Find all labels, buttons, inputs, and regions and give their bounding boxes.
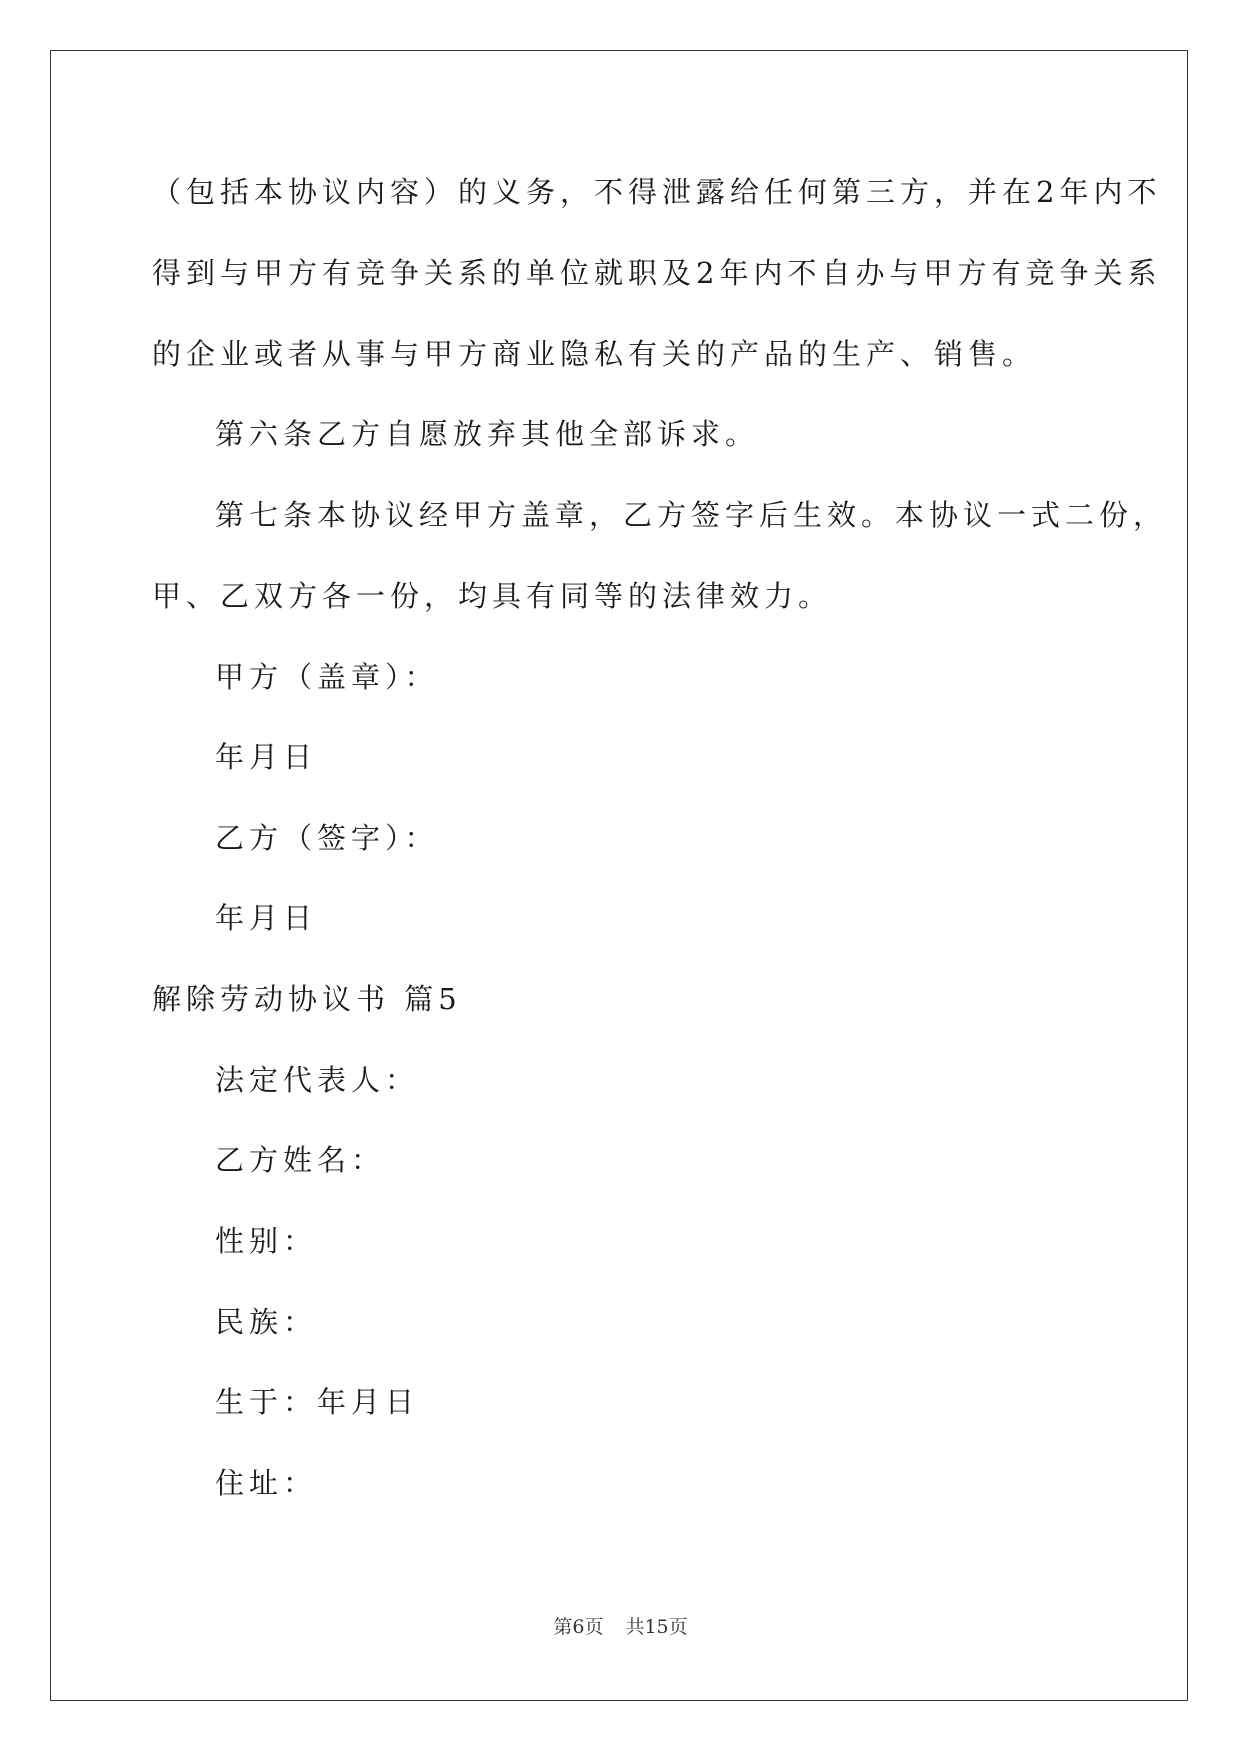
current-page-number: 第6页 (553, 1616, 604, 1638)
ethnicity-label: 民族： (215, 1305, 318, 1339)
party-b-sign-label: 乙方（签字）： (215, 821, 439, 855)
article-six: 第六条乙方自愿放弃其他全部诉求。 (215, 417, 760, 451)
party-b-date: 年月日 (215, 901, 318, 935)
gender-label: 性别： (215, 1224, 318, 1258)
paragraph-line: 得到与甲方有竞争关系的单位就职及2年内不自办与甲方有竞争关系 (152, 256, 1162, 290)
party-a-date: 年月日 (215, 740, 318, 774)
article-seven-line: 甲、乙双方各一份，均具有同等的法律效力。 (152, 579, 833, 613)
party-a-seal-label: 甲方（盖章）： (215, 660, 439, 694)
article-seven-line: 第七条本协议经甲方盖章，乙方签字后生效。本协议一式二份， (215, 498, 1168, 532)
birth-date-label: 生于：年月日 (215, 1385, 420, 1419)
party-b-name-label: 乙方姓名： (215, 1143, 386, 1177)
paragraph-line: （包括本协议内容）的义务，不得泄露给任何第三方，并在2年内不 (152, 175, 1162, 209)
page-border (50, 50, 1188, 1701)
paragraph-line: 的企业或者从事与甲方商业隐私有关的产品的生产、销售。 (152, 337, 1037, 371)
section-heading: 解除劳动协议书 篇5 (152, 982, 462, 1016)
total-pages: 共15页 (625, 1616, 688, 1638)
address-label: 住址： (215, 1466, 318, 1500)
page-footer (0, 1612, 1241, 1639)
legal-representative-label: 法定代表人： (215, 1063, 420, 1097)
